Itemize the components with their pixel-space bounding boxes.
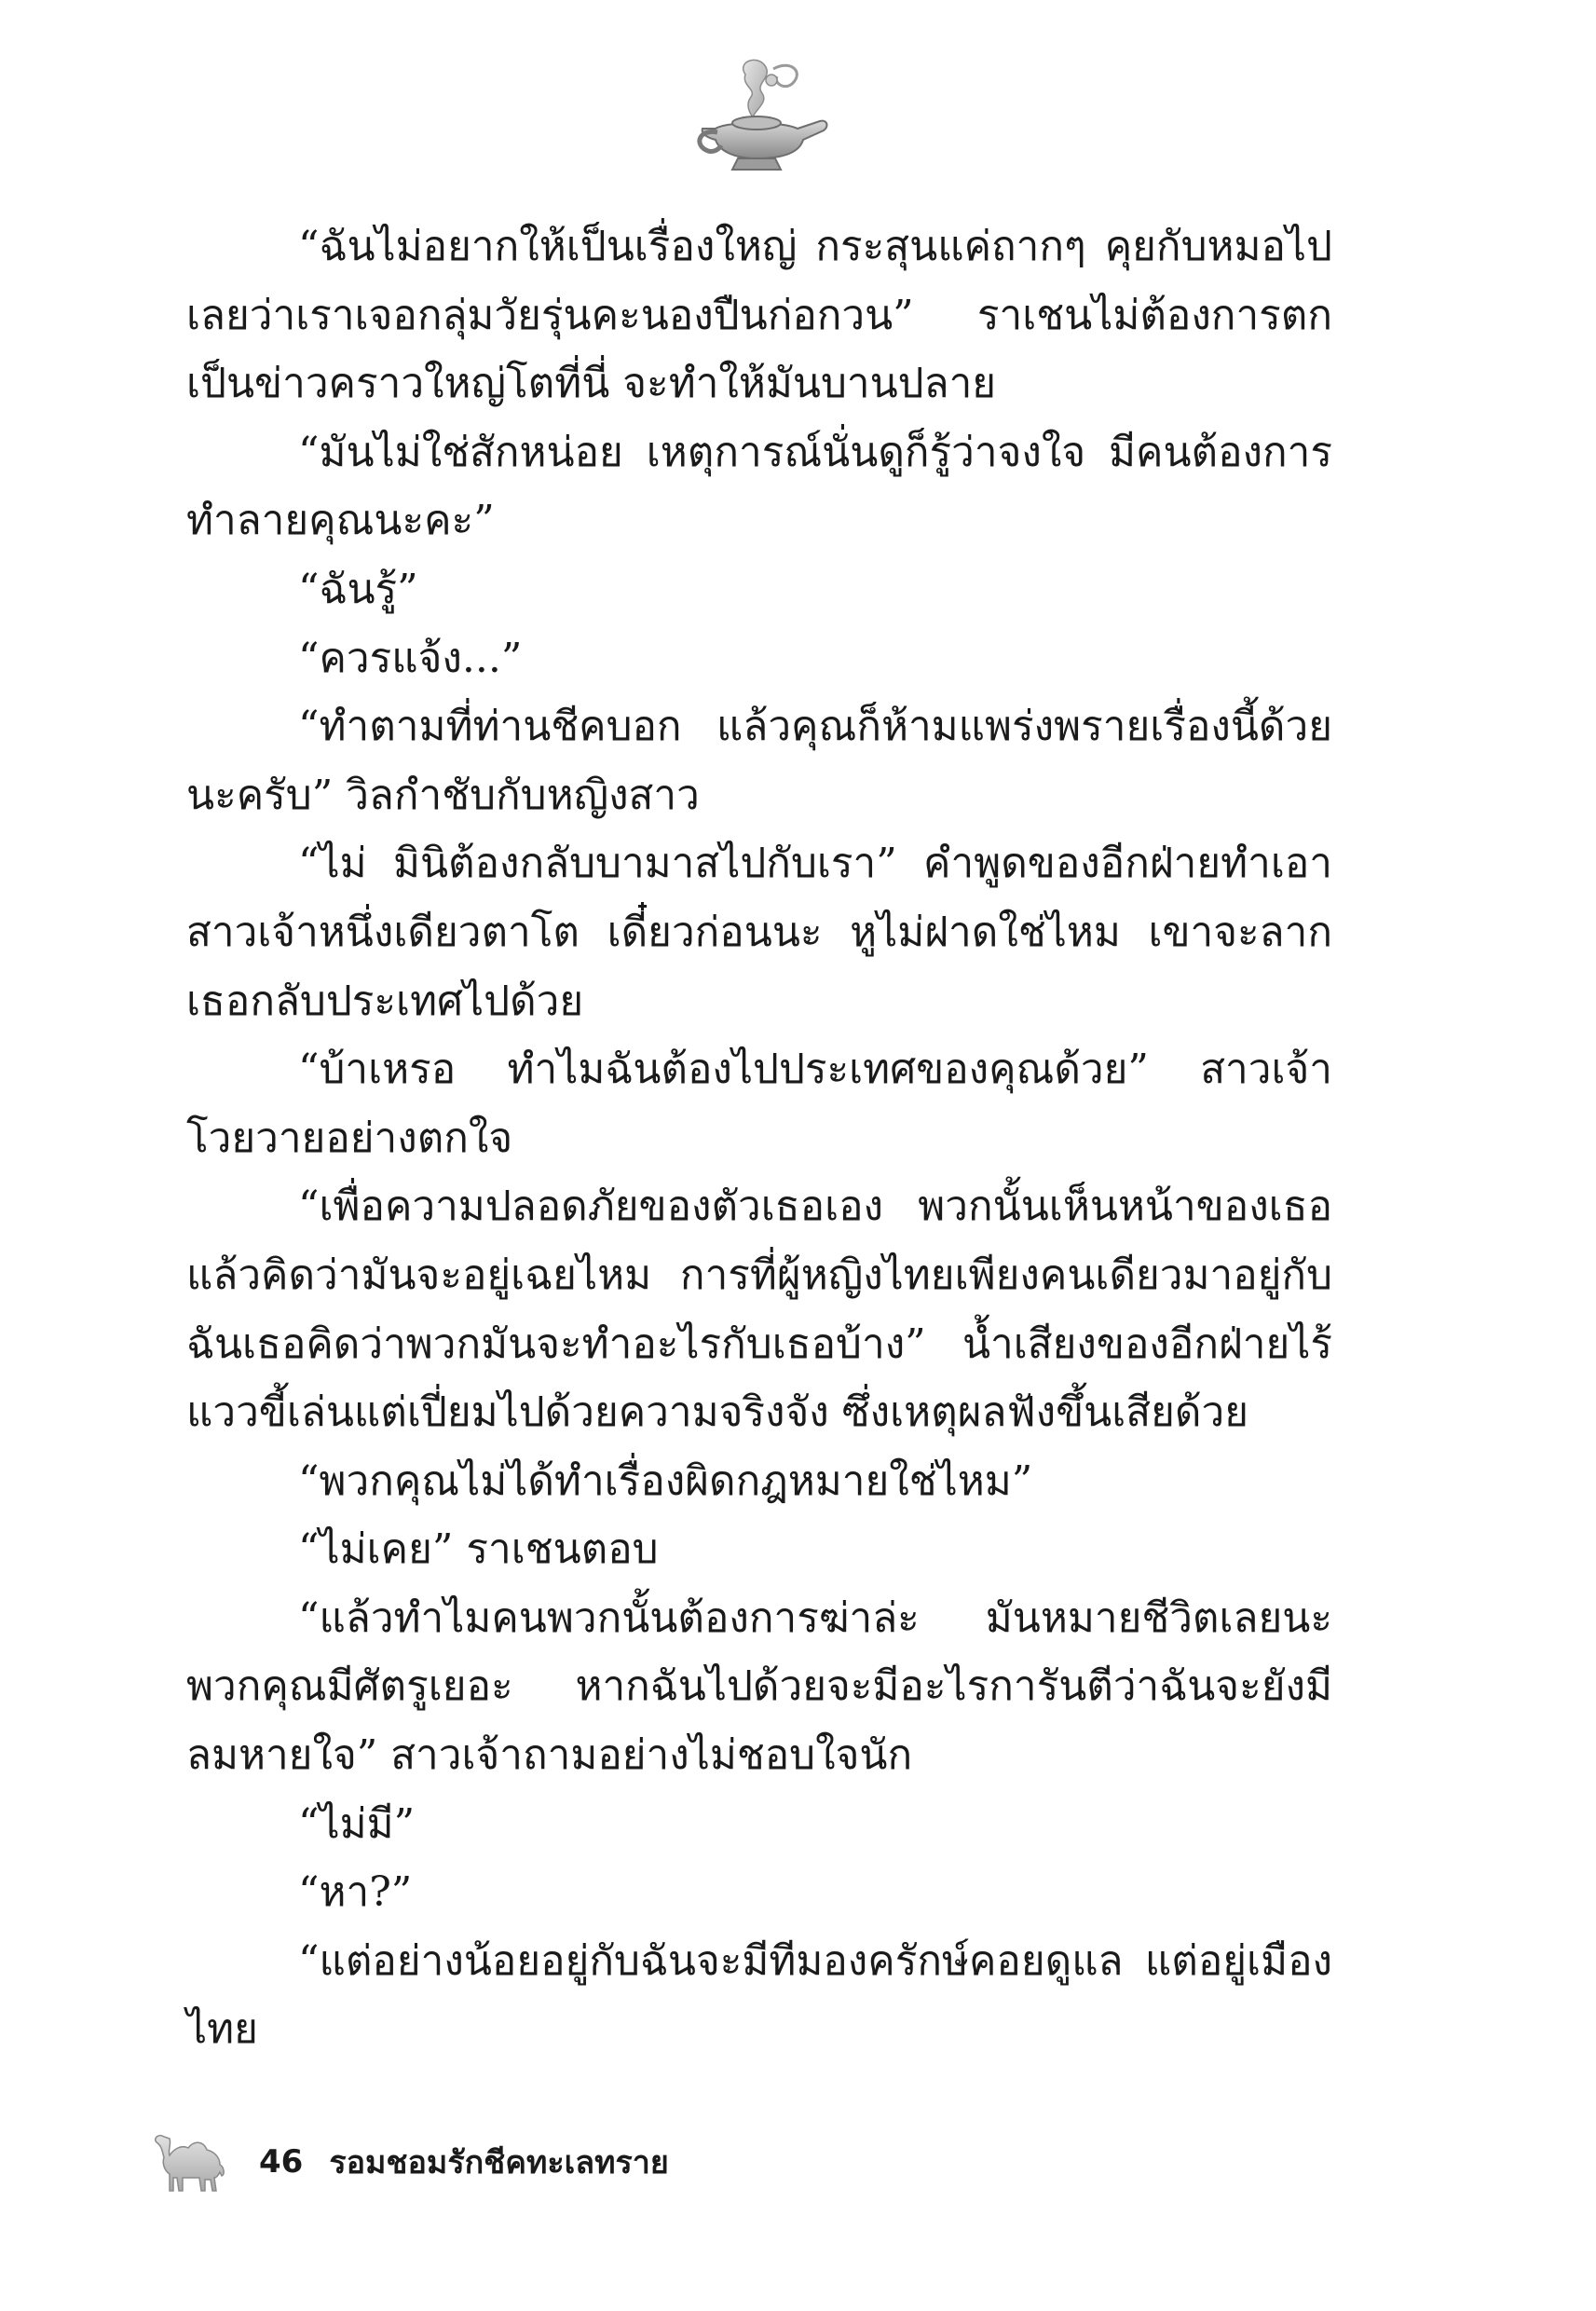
page-footer	[149, 2129, 669, 2195]
paragraph: “หา?”	[298, 1868, 413, 1917]
paragraph: “ฉันรู้”	[298, 565, 418, 613]
paragraph: “ฉันไม่อยากให้เป็นเรื่องใหญ่ กระสุนแค่ถากๆ คุยกับหมอไปเลยว่าเราเจอกลุ่มวัยรุ่นคะนองปืนก่อกวน” ราเชนไม่ต้องการตกเป็นข่าวคราวใหญ่โตที่นี่ จะทำให้มันบานปลาย	[186, 223, 1332, 408]
book-title: รอมชอมรักชีคทะเลทราย	[329, 2144, 669, 2181]
paragraph: “ทำตามที่ท่านชีคบอก แล้วคุณก็ห้ามแพร่งพรายเรื่องนี้ด้วยนะครับ” วิลกำชับกับหญิงสาว	[186, 703, 1332, 819]
paragraph: “เพื่อความปลอดภัยของตัวเธอเอง พวกนั้นเห็นหน้าของเธอแล้วคิดว่ามันจะอยู่เฉยไหม การที่ผู้หญิงไทยเพียงคนเดียวมาอยู่กับฉันเธอคิดว่าพวกมันจะทำอะไรกับเธอบ้าง” น้ำเสียงของอีกฝ่ายไร้แววขี้เล่นแต่เปี่ยมไปด้วยความจริงจัง ซึ่งเหตุผลฟังขึ้นเสียด้วย	[186, 1183, 1332, 1437]
genie-lamp-icon	[680, 56, 839, 177]
paragraph: “มันไม่ใช่สักหน่อย เหตุการณ์นั่นดูก็รู้ว่าจงใจ มีคนต้องการทำลายคุณนะคะ”	[186, 428, 1332, 545]
camel-icon	[149, 2129, 233, 2195]
body-text	[186, 212, 1332, 2064]
paragraph: “ไม่มี”	[298, 1799, 416, 1848]
paragraph: “แล้วทำไมคนพวกนั้นต้องการฆ่าล่ะ มันหมายชีวิตเลยนะพวกคุณมีศัตรูเยอะ หากฉันไปด้วยจะมีอะไรการันตีว่าฉันจะยังมีลมหายใจ” สาวเจ้าถามอย่างไม่ชอบใจนัก	[186, 1593, 1332, 1780]
paragraph: “ไม่ มินิต้องกลับบามาสไปกับเรา” คำพูดของอีกฝ่ายทำเอาสาวเจ้าหนึ่งเดียวตาโต เดี๋ยวก่อนนะ หูไม่ฝาดใช่ไหม เขาจะลากเธอกลับประเทศไปด้วย	[186, 840, 1332, 1025]
paragraph: “พวกคุณไม่ได้ทำเรื่องผิดกฎหมายใช่ไหม”	[298, 1456, 1033, 1505]
paragraph: “ไม่เคย” ราเชนตอบ	[298, 1525, 659, 1574]
paragraph: “แต่อย่างน้อยอยู่กับฉันจะมีทีมองครักษ์คอยดูแล แต่อยู่เมืองไทย	[186, 1936, 1332, 2054]
paragraph: “ควรแจ้ง...”	[298, 634, 523, 682]
paragraph: “บ้าเหรอ ทำไมฉันต้องไปประเทศของคุณด้วย” สาวเจ้าโวยวายอย่างตกใจ	[186, 1046, 1332, 1162]
page-number: 46	[259, 2143, 304, 2181]
